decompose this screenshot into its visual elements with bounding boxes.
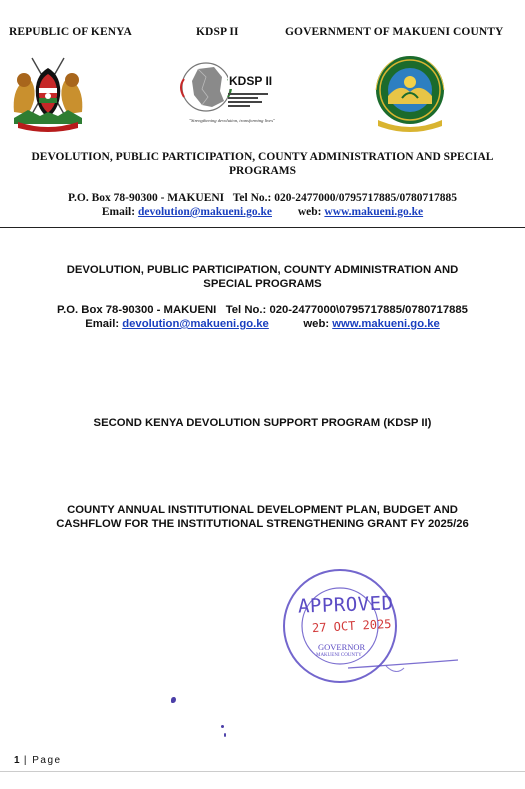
ink-speck	[221, 725, 224, 728]
kdsp-tagline: "Strengthening devolution, transforming lives"	[189, 118, 275, 123]
email-label: Email:	[101, 206, 136, 218]
web-link[interactable]: www.makueni.go.ke	[332, 318, 440, 330]
plan-title-line2: CASHFLOW FOR THE INSTITUTIONAL STRENGTHENING GRANT FY 2025/26	[56, 518, 469, 530]
department-title-serif	[0, 150, 525, 178]
stamp-county: MAKUENI COUNTY	[316, 653, 362, 658]
tel-label: Tel No.:	[225, 304, 267, 316]
ink-speck	[171, 697, 176, 703]
kdsp-logo	[176, 55, 288, 133]
stamp-status: APPROVED	[297, 592, 394, 618]
header-divider	[0, 227, 525, 228]
footer-divider	[0, 771, 525, 772]
letterhead-makueni-county: GOVERNMENT OF MAKUENI COUNTY	[285, 26, 504, 38]
department-title-line2: SPECIAL PROGRAMS	[203, 278, 322, 290]
web-label: web:	[297, 206, 322, 218]
plan-title	[0, 503, 525, 531]
program-title: SECOND KENYA DEVOLUTION SUPPORT PROGRAM (KDSP II)	[93, 417, 432, 429]
letterhead-kdsp: KDSP II	[196, 26, 239, 38]
tel-label: Tel No.:	[232, 192, 272, 204]
contact-block-sans	[0, 303, 525, 331]
contact-email-line	[0, 317, 525, 331]
tel-number: 020-2477000/0795717885/0780717885	[274, 192, 457, 204]
contact-block-serif	[0, 191, 525, 219]
stamp-role: GOVERNOR	[318, 642, 366, 652]
ink-speck	[224, 733, 226, 737]
contact-address-line	[0, 303, 525, 317]
department-title-line2: PROGRAMS	[228, 165, 297, 177]
email-link[interactable]: devolution@makueni.go.ke	[122, 318, 269, 330]
plan-title-line1: COUNTY ANNUAL INSTITUTIONAL DEVELOPMENT PLAN, BUDGET AND	[67, 504, 458, 516]
postal-address: P.O. Box 78-90300 - MAKUENI	[68, 192, 225, 204]
tel-number: 020-2477000\0795717885/0780717885	[269, 304, 468, 316]
web-label: web:	[303, 318, 330, 330]
email-label: Email:	[85, 318, 120, 330]
letterhead-republic-of-kenya: REPUBLIC OF KENYA	[9, 26, 132, 38]
web-link[interactable]: www.makueni.go.ke	[324, 206, 424, 218]
email-link[interactable]: devolution@makueni.go.ke	[137, 206, 272, 218]
page-footer	[14, 755, 62, 766]
contact-address-line	[0, 191, 525, 205]
kdsp-logo-text: KDSP II	[229, 74, 273, 88]
approval-stamp	[268, 556, 468, 696]
page-number: 1	[14, 755, 20, 766]
postal-address: P.O. Box 78-90300 - MAKUENI	[57, 304, 217, 316]
department-title-line1: DEVOLUTION, PUBLIC PARTICIPATION, COUNTY ADMINISTRATION AND SPECIAL	[31, 151, 494, 163]
page-label: | Page	[23, 755, 62, 766]
makueni-county-seal-icon	[364, 52, 456, 132]
contact-email-line	[0, 205, 525, 219]
department-title-line1: DEVOLUTION, PUBLIC PARTICIPATION, COUNTY ADMINISTRATION AND	[66, 264, 459, 276]
department-title-sans	[0, 263, 525, 291]
stamp-date: 27 OCT 2025	[311, 616, 392, 636]
kenya-coat-of-arms-icon	[8, 52, 88, 132]
